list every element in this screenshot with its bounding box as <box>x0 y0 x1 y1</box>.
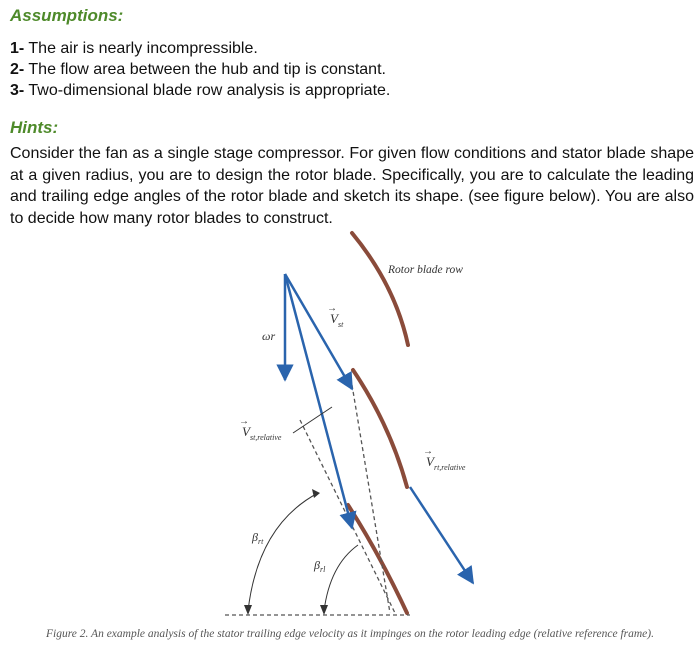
item-text: Two-dimensional blade row analysis is appropriate. <box>28 82 391 99</box>
vector-v-st <box>285 274 352 389</box>
list-item <box>10 59 390 80</box>
beta-subscript: rt <box>257 537 264 546</box>
hints-heading: Hints: <box>10 118 59 137</box>
beta-symbol: β <box>252 530 258 544</box>
vector-arrow-mark: → <box>423 446 433 457</box>
omega-r-label: ωr <box>262 329 276 343</box>
figure-caption: Figure 2. An example analysis of the stator trailing edge velocity as it impinges on the rotor leading edge (relative reference frame). <box>46 628 654 640</box>
item-number: 1- <box>10 40 25 57</box>
item-number: 3- <box>10 82 25 99</box>
vector-arrow-mark: → <box>239 416 249 427</box>
arrowhead <box>244 605 252 615</box>
v-symbol: V <box>426 454 434 469</box>
arrowhead <box>320 605 328 615</box>
angle-arc-beta-rt <box>248 493 318 611</box>
vector-arrow-mark: → <box>327 303 337 314</box>
v-symbol: V <box>330 311 338 326</box>
rotor-blade-middle <box>353 370 407 487</box>
assumptions-list <box>10 38 390 101</box>
beta-subscript: rl <box>319 565 326 574</box>
blade-extension-dashed <box>300 420 395 613</box>
vector-v-st-relative <box>285 274 352 528</box>
arrowhead <box>312 489 320 498</box>
list-item <box>10 38 390 59</box>
v-subscript: st,relative <box>249 433 282 442</box>
v-symbol: V <box>242 424 250 439</box>
velocity-diagram <box>0 225 700 625</box>
rotor-blade-row-label: Rotor blade row <box>388 264 463 276</box>
hints-paragraph: Consider the fan as a single stage compressor. For given flow conditions and stator blade shape at a given radius, you are to design the rotor blade. Specifically, you are to calculate the leading and trailing edge angles of the rotor blade and sketch its shape. (see figure below). You are also to decide how many rotor blades to construct. <box>10 145 694 227</box>
assumptions-heading: Assumptions: <box>10 6 124 25</box>
beta-rl-label <box>313 558 326 574</box>
v-subscript: rt,relative <box>433 463 466 472</box>
beta-rt-label <box>251 530 264 546</box>
item-text: The air is nearly incompressible. <box>28 40 258 57</box>
v-subscript: st <box>337 320 344 329</box>
vertical-dashed <box>352 385 390 613</box>
angle-arc-beta-rl <box>324 545 358 611</box>
rotor-blade-upper <box>352 233 408 345</box>
item-text: The flow area between the hub and tip is constant. <box>28 61 386 78</box>
beta-symbol: β <box>314 558 320 572</box>
rotor-blade-lower <box>348 505 407 613</box>
vector-v-rt-relative <box>410 487 473 583</box>
list-item <box>10 80 390 101</box>
item-number: 2- <box>10 61 25 78</box>
